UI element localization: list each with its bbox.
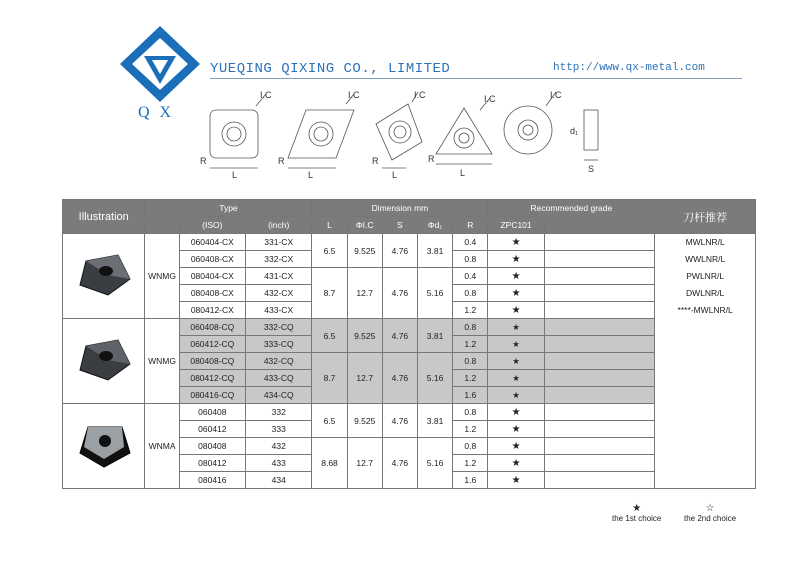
iso-cell: 060412	[179, 421, 245, 438]
company-url[interactable]: http://www.qx-metal.com	[553, 62, 705, 74]
ic-header: ΦI.C	[347, 217, 382, 234]
d-cell: 5.16	[417, 353, 452, 404]
r-cell: 0.8	[453, 353, 488, 370]
ic-cell: 12.7	[347, 438, 382, 489]
grade-blank-header	[544, 217, 655, 234]
drawing-d-label: d₁	[570, 126, 579, 136]
iso-cell: 080408-CQ	[179, 353, 245, 370]
inch-cell: 332	[246, 404, 312, 421]
insert-drawings	[196, 88, 616, 184]
spec-table	[62, 199, 756, 489]
first-choice-star-icon: ★	[632, 503, 642, 514]
header-rule	[210, 78, 742, 79]
logo-text: QX	[138, 104, 182, 121]
grade-star-icon: ★	[488, 455, 544, 472]
drawing-ic-label: I.C	[484, 94, 496, 104]
inch-cell: 332-CQ	[246, 319, 312, 336]
holder-item: ****-MWLNR/L	[677, 305, 733, 315]
iso-cell: 080404-CX	[179, 268, 245, 285]
inch-cell: 433-CQ	[246, 370, 312, 387]
iso-cell: 060412-CQ	[179, 336, 245, 353]
r-header: R	[453, 217, 488, 234]
inch-cell: 333-CQ	[246, 336, 312, 353]
illustration-cell	[63, 319, 145, 404]
wnmg-cx-insert-icon	[72, 249, 136, 301]
iso-cell: 080412	[179, 455, 245, 472]
grade-blank-cell	[544, 472, 655, 489]
grade-blank-cell	[544, 234, 655, 251]
inch-cell: 331-CX	[246, 234, 312, 251]
grade-star-icon: ★	[488, 302, 544, 319]
r-cell: 1.2	[453, 336, 488, 353]
r-cell: 0.8	[453, 438, 488, 455]
grade-blank-cell	[544, 404, 655, 421]
inch-cell: 433	[246, 455, 312, 472]
grade-blank-cell	[544, 387, 655, 404]
grade-star-icon: ★	[488, 251, 544, 268]
grade-star-icon: ★	[488, 268, 544, 285]
grade-header: Recommended grade	[488, 200, 655, 217]
wnmg-cq-insert-icon	[72, 334, 136, 386]
inch-cell: 434	[246, 472, 312, 489]
d-cell: 3.81	[417, 404, 452, 438]
holder-item: PWLNR/L	[686, 271, 725, 281]
drawing-ic-label: I.C	[348, 90, 360, 100]
inch-cell: 431-CX	[246, 268, 312, 285]
ic-cell: 9.525	[347, 234, 382, 268]
l-cell: 6.5	[312, 234, 347, 268]
r-cell: 0.8	[453, 319, 488, 336]
grade-blank-cell	[544, 268, 655, 285]
grade-star-icon: ★	[488, 319, 544, 336]
grade-star-icon: ★	[488, 438, 544, 455]
r-cell: 0.4	[453, 268, 488, 285]
company-name: YUEQING QIXING CO., LIMITED	[210, 61, 451, 77]
model-cell: WNMG	[145, 234, 179, 319]
iso-cell: 060408-CX	[179, 251, 245, 268]
inch-cell: 432-CX	[246, 285, 312, 302]
s-header: S	[382, 217, 417, 234]
ic-cell: 9.525	[347, 319, 382, 353]
grade-blank-cell	[544, 438, 655, 455]
l-cell: 8.68	[312, 438, 347, 489]
d-cell: 5.16	[417, 268, 452, 319]
r-cell: 1.2	[453, 370, 488, 387]
drawing-s-label: S	[588, 164, 595, 174]
table-row	[63, 234, 756, 251]
drawing-ic-label: I.C	[414, 90, 426, 100]
drawing-r-label: R	[428, 154, 435, 164]
grade-blank-cell	[544, 251, 655, 268]
wnma-insert-icon	[72, 419, 136, 471]
grade-blank-cell	[544, 285, 655, 302]
r-cell: 1.2	[453, 455, 488, 472]
ic-cell: 12.7	[347, 268, 382, 319]
table-row	[63, 319, 756, 336]
drawing-ic-label: I.C	[550, 90, 562, 100]
s-cell: 4.76	[382, 234, 417, 268]
illustration-cell	[63, 234, 145, 319]
second-choice-label: the 2nd choice	[684, 514, 737, 523]
qx-logo-icon	[118, 24, 202, 104]
drawing-l-label: L	[392, 170, 398, 180]
grade-star-icon: ★	[488, 404, 544, 421]
inch-header: (inch)	[246, 217, 312, 234]
inch-cell: 433-CX	[246, 302, 312, 319]
inch-cell: 332-CX	[246, 251, 312, 268]
holder-item: WWLNR/L	[685, 254, 726, 264]
d-header: Φd₁	[417, 217, 452, 234]
holder-item: DWLNR/L	[686, 288, 725, 298]
d-cell: 3.81	[417, 319, 452, 353]
legend-second	[684, 504, 736, 523]
holder-item: MWLNR/L	[685, 237, 725, 247]
grade-name-header: ZPC101	[488, 217, 544, 234]
grade-blank-cell	[544, 370, 655, 387]
grade-blank-cell	[544, 319, 655, 336]
dimension-header: Dimension mm	[312, 200, 488, 217]
table-row	[63, 404, 756, 421]
inch-cell: 434-CQ	[246, 387, 312, 404]
iso-cell: 080416-CQ	[179, 387, 245, 404]
grade-blank-cell	[544, 302, 655, 319]
grade-blank-cell	[544, 353, 655, 370]
s-cell: 4.76	[382, 404, 417, 438]
grade-star-icon: ★	[488, 421, 544, 438]
iso-cell: 080416	[179, 472, 245, 489]
model-subheader	[145, 217, 179, 234]
inch-cell: 432	[246, 438, 312, 455]
grade-blank-cell	[544, 455, 655, 472]
d-cell: 5.16	[417, 438, 452, 489]
l-cell: 6.5	[312, 319, 347, 353]
grade-star-icon: ★	[488, 234, 544, 251]
holder-cell	[655, 234, 756, 489]
r-cell: 1.6	[453, 387, 488, 404]
iso-header: (ISO)	[179, 217, 245, 234]
iso-cell: 080412-CQ	[179, 370, 245, 387]
holder-header: 刀杆推荐	[655, 200, 756, 234]
inch-cell: 333	[246, 421, 312, 438]
l-header: L	[312, 217, 347, 234]
drawing-l-label: L	[460, 168, 466, 178]
l-cell: 6.5	[312, 404, 347, 438]
iso-cell: 060408-CQ	[179, 319, 245, 336]
drawing-ic-label: I.C	[260, 90, 272, 100]
drawing-l-label: L	[232, 170, 238, 180]
grade-star-icon: ★	[488, 387, 544, 404]
model-cell: WNMG	[145, 319, 179, 404]
iso-cell: 080408	[179, 438, 245, 455]
drawing-l-label: L	[308, 170, 314, 180]
grade-star-icon: ★	[488, 336, 544, 353]
ic-cell: 12.7	[347, 353, 382, 404]
r-cell: 0.8	[453, 404, 488, 421]
s-cell: 4.76	[382, 268, 417, 319]
second-choice-star-icon: ☆	[705, 503, 715, 514]
grade-blank-cell	[544, 421, 655, 438]
r-cell: 1.2	[453, 421, 488, 438]
grade-star-icon: ★	[488, 285, 544, 302]
iso-cell: 060408	[179, 404, 245, 421]
l-cell: 8.7	[312, 268, 347, 319]
r-cell: 0.4	[453, 234, 488, 251]
iso-cell: 080408-CX	[179, 285, 245, 302]
s-cell: 4.76	[382, 353, 417, 404]
legend-first	[612, 504, 661, 523]
type-header: Type	[145, 200, 312, 217]
r-cell: 0.8	[453, 285, 488, 302]
grade-star-icon: ★	[488, 472, 544, 489]
drawing-r-label: R	[372, 156, 379, 166]
first-choice-label: the 1st choice	[612, 514, 662, 523]
ic-cell: 9.525	[347, 404, 382, 438]
drawing-r-label: R	[200, 156, 207, 166]
grade-blank-cell	[544, 336, 655, 353]
illustration-cell	[63, 404, 145, 489]
model-cell: WNMA	[145, 404, 179, 489]
r-cell: 1.2	[453, 302, 488, 319]
r-cell: 1.6	[453, 472, 488, 489]
grade-star-icon: ★	[488, 370, 544, 387]
drawing-r-label: R	[278, 156, 285, 166]
illustration-header: Illustration	[63, 200, 145, 234]
d-cell: 3.81	[417, 234, 452, 268]
iso-cell: 060404-CX	[179, 234, 245, 251]
l-cell: 8.7	[312, 353, 347, 404]
s-cell: 4.76	[382, 438, 417, 489]
r-cell: 0.8	[453, 251, 488, 268]
inch-cell: 432-CQ	[246, 353, 312, 370]
iso-cell: 080412-CX	[179, 302, 245, 319]
grade-star-icon: ★	[488, 353, 544, 370]
s-cell: 4.76	[382, 319, 417, 353]
